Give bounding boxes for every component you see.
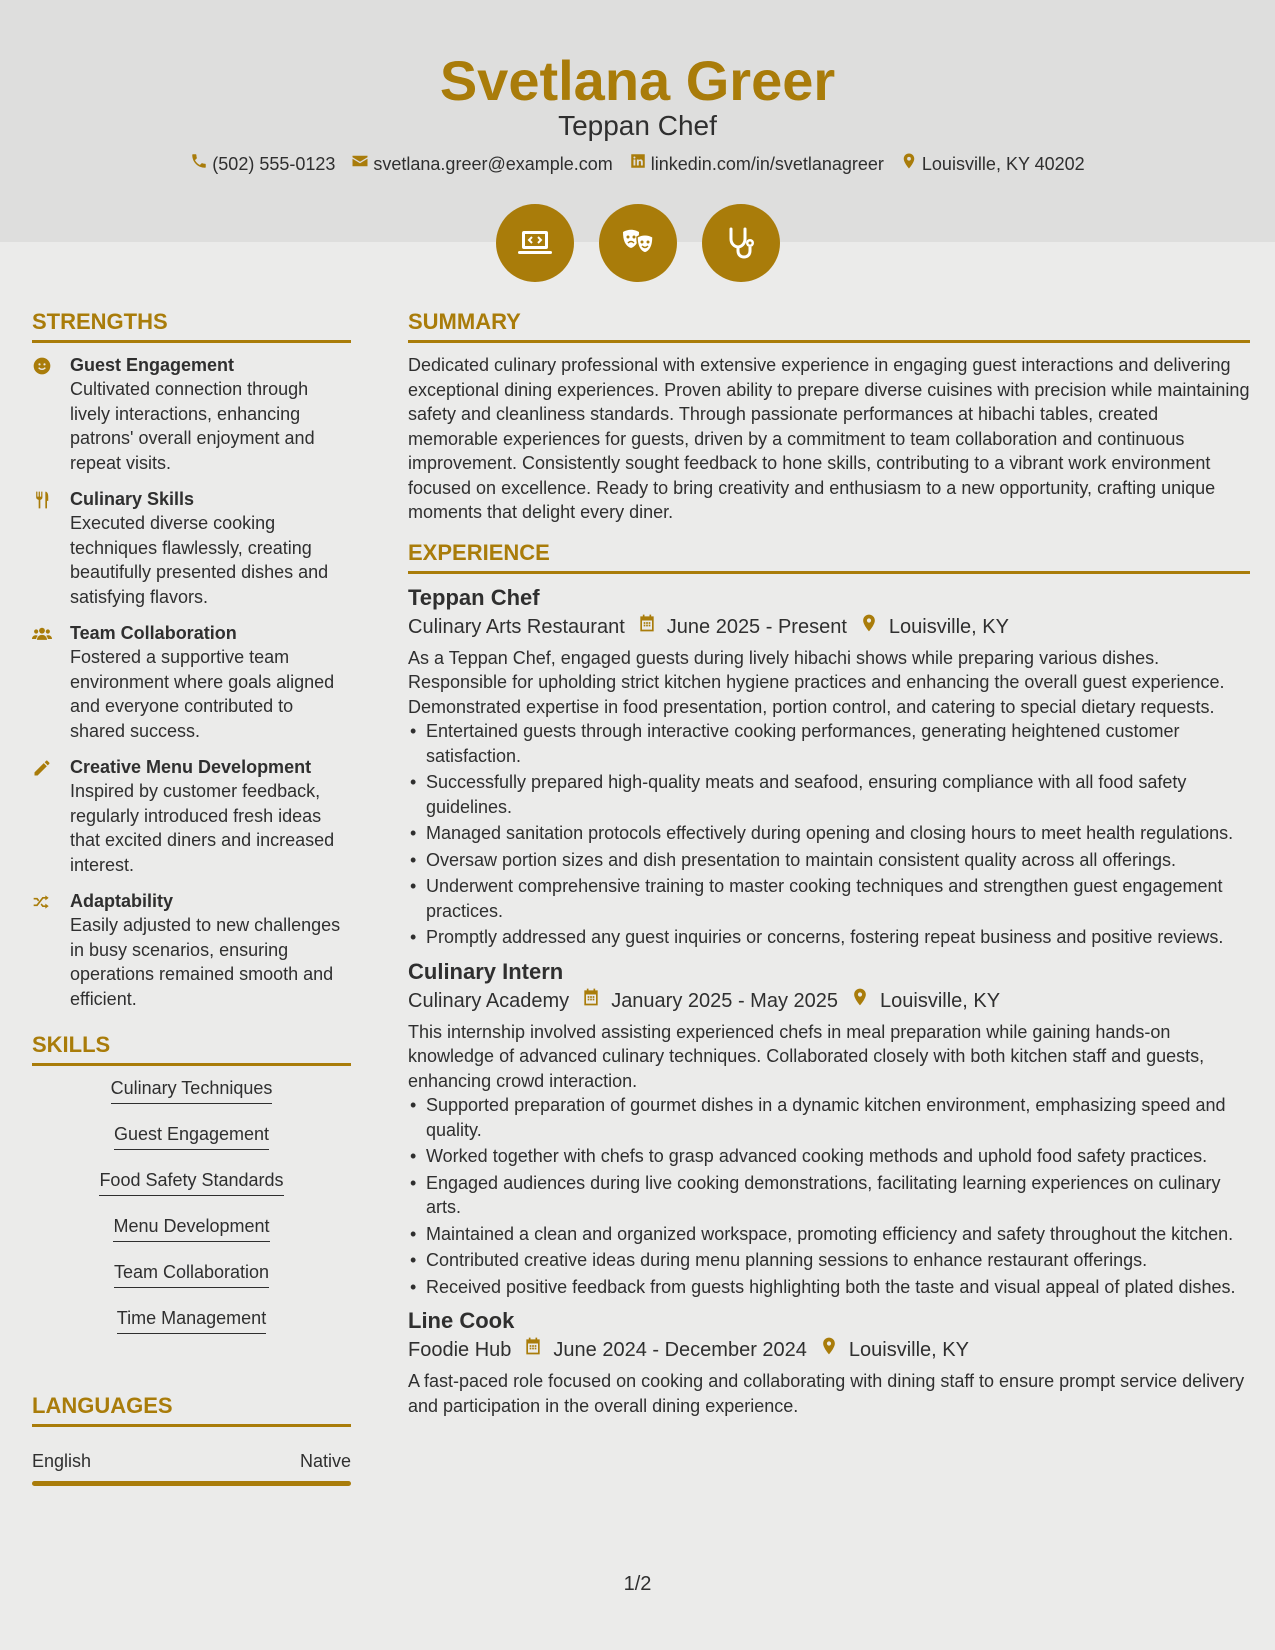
- job-entry: [408, 958, 1250, 1300]
- skills-heading: SKILLS: [32, 1031, 351, 1066]
- laptop-code-icon: [496, 204, 574, 282]
- job-meta: [408, 986, 1250, 1016]
- map-pin-icon: [900, 152, 918, 176]
- job-bullet: • Oversaw portion sizes and dish presentation to maintain consistent quality across all offerings.: [408, 848, 1250, 873]
- company-name: Culinary Arts Restaurant: [408, 615, 625, 638]
- strength-title: Culinary Skills: [70, 489, 195, 509]
- company-name: Culinary Academy: [408, 989, 570, 1012]
- job-location: Louisville, KY: [888, 615, 1009, 638]
- strength-item: [32, 755, 351, 877]
- pencil-icon: [32, 755, 70, 877]
- job-location: Louisville, KY: [848, 1339, 969, 1361]
- strength-desc: Executed diverse cooking techniques flawlessly, creating beautifully presented dishes and satisfying flavors.: [70, 513, 329, 607]
- language-level: Native: [299, 1451, 351, 1471]
- language-row: [32, 1449, 351, 1481]
- badge-row: [0, 204, 1275, 282]
- contact-phone[interactable]: [190, 152, 335, 176]
- strength-desc: Easily adjusted to new challenges in busy scenarios, ensuring operations remained smooth and efficient.: [70, 915, 341, 1009]
- language-name: English: [32, 1451, 92, 1471]
- calendar-icon: [511, 1335, 553, 1365]
- envelope-icon: [351, 152, 369, 176]
- strength-item: [32, 889, 351, 1011]
- strength-item: [32, 621, 351, 743]
- job-bullet: • Received positive feedback from guests highlighting both the taste and visual appeal of plated dishes.: [408, 1275, 1250, 1300]
- job-bullet: • Managed sanitation protocols effectively during opening and closing hours to meet health regulations.: [408, 821, 1250, 846]
- job-bullet: • Supported preparation of gourmet dishes in a dynamic kitchen environment, emphasizing speed and quality.: [408, 1093, 1250, 1142]
- job-location: Louisville, KY: [880, 989, 1001, 1012]
- skill-tag: Menu Development: [113, 1214, 269, 1242]
- job-meta: [408, 612, 1250, 642]
- skill-tag: Food Safety Standards: [99, 1168, 283, 1196]
- linkedin-text: linkedin.com/in/svetlanagreer: [650, 154, 884, 174]
- job-bullets: [408, 1093, 1250, 1299]
- strength-item: [32, 487, 351, 609]
- strength-title: Team Collaboration: [70, 623, 237, 643]
- right-column: [408, 308, 1250, 1418]
- experience-heading: EXPERIENCE: [408, 539, 1250, 574]
- job-description: This internship involved assisting experienced chefs in meal preparation while gaining hands-on knowledge of advanced culinary techniques. Collaborated closely with both kitchen staff and guests, enhancing crowd interaction.: [408, 1021, 1205, 1091]
- summary-text: Dedicated culinary professional with extensive experience in engaging guest interactions and delivering exceptional dining experiences. Proven ability to prepare diverse cuisines with precision while maintaining safety and cleanliness standards. Through passionate performances at hibachi tables, created memorable experiences for guests, driven by a commitment to team collaboration and continuous improvement. Consistently sought feedback to hone skills, contributing to a vibrant work environment focused on excellence. Ready to bring creativity and enthusiasm to a new opportunity, crafting unique moments that delight every diner.: [408, 355, 1250, 522]
- strength-desc: Inspired by customer feedback, regularly introduced fresh ideas that excited diners and increased interest.: [70, 781, 335, 875]
- job-bullet: • Underwent comprehensive training to master cooking techniques and strengthen guest engagement practices.: [408, 874, 1250, 923]
- job-dates: January 2025 - May 2025: [611, 989, 838, 1012]
- strength-title: Adaptability: [70, 891, 174, 911]
- utensils-icon: [32, 487, 70, 609]
- phone-icon: [190, 152, 208, 176]
- strength-title: Guest Engagement: [70, 355, 235, 375]
- job-dates: June 2024 - December 2024: [553, 1339, 807, 1361]
- phone-text: (502) 555-0123: [212, 154, 336, 174]
- linkedin-icon: [629, 152, 647, 176]
- strength-item: [32, 353, 351, 475]
- strengths-heading: STRENGTHS: [32, 308, 351, 343]
- job-entry: [408, 1307, 1250, 1418]
- location-text: Louisville, KY 40202: [921, 154, 1085, 174]
- languages-heading: LANGUAGES: [32, 1392, 351, 1427]
- skill-tag: Guest Engagement: [114, 1122, 269, 1150]
- strength-desc: Cultivated connection through lively interactions, enhancing patrons' overall enjoyment and repeat visits.: [70, 379, 315, 473]
- calendar-icon: [569, 986, 611, 1016]
- strength-title: Creative Menu Development: [70, 757, 312, 777]
- theater-masks-icon: [599, 204, 677, 282]
- skill-tag: Team Collaboration: [114, 1260, 269, 1288]
- email-text: svetlana.greer@example.com: [373, 154, 613, 174]
- contact-linkedin[interactable]: [629, 152, 884, 176]
- job-meta: [408, 1335, 1250, 1365]
- job-bullet: • Contributed creative ideas during menu planning sessions to enhance restaurant offerings.: [408, 1248, 1250, 1273]
- job-dates: June 2025 - Present: [666, 615, 847, 638]
- candidate-name: Svetlana Greer: [439, 49, 836, 112]
- candidate-title: Teppan Chef: [558, 110, 717, 141]
- smile-icon: [32, 353, 70, 475]
- users-icon: [32, 621, 70, 743]
- job-list: [408, 584, 1250, 1419]
- job-bullet: • Worked together with chefs to grasp advanced cooking methods and uphold food safety practices.: [408, 1144, 1250, 1169]
- contact-location: [900, 152, 1085, 176]
- job-bullets: [408, 719, 1250, 950]
- skills-list: [32, 1076, 351, 1352]
- skill-tag: Culinary Techniques: [111, 1076, 273, 1104]
- page-number: 1/2: [623, 1573, 652, 1595]
- language-proficiency-bar: [32, 1481, 351, 1486]
- left-column: [32, 308, 351, 1486]
- strength-desc: Fostered a supportive team environment where goals aligned and everyone contributed to shared success.: [70, 647, 335, 741]
- contact-bar: [0, 152, 1275, 176]
- skill-tag: Time Management: [117, 1306, 266, 1334]
- company-name: Foodie Hub: [408, 1339, 512, 1361]
- job-entry: [408, 584, 1250, 950]
- job-bullet: • Successfully prepared high-quality meats and seafood, ensuring compliance with all food safety guidelines.: [408, 770, 1250, 819]
- calendar-icon: [625, 612, 667, 642]
- map-pin-icon: [847, 612, 889, 642]
- job-title: Culinary Intern: [408, 958, 564, 984]
- job-title: Teppan Chef: [408, 584, 540, 610]
- map-pin-icon: [838, 986, 880, 1016]
- map-pin-icon: [807, 1335, 849, 1365]
- job-description: A fast-paced role focused on cooking and collaborating with dining staff to ensure prompt service delivery and participation in the overall dining experience.: [408, 1371, 1245, 1416]
- job-bullet: • Entertained guests through interactive cooking performances, generating heightened customer satisfaction.: [408, 719, 1250, 768]
- stethoscope-icon: [702, 204, 780, 282]
- contact-email[interactable]: [351, 152, 612, 176]
- job-title: Line Cook: [408, 1308, 515, 1333]
- shuffle-icon: [32, 889, 70, 1011]
- job-bullet: • Promptly addressed any guest inquiries or concerns, fostering repeat business and positive reviews.: [408, 925, 1250, 950]
- summary-heading: SUMMARY: [408, 308, 1250, 343]
- job-bullet: • Engaged audiences during live cooking demonstrations, facilitating learning experiences on culinary arts.: [408, 1171, 1250, 1220]
- job-description: As a Teppan Chef, engaged guests during lively hibachi shows while preparing various dishes. Responsible for upholding strict kitchen hygiene practices and enhancing the overall guest experience. Demonstrated expertise in food presentation, portion control, and catering to special dietary requests.: [408, 647, 1225, 717]
- job-bullet: • Maintained a clean and organized workspace, promoting efficiency and safety throughout the kitchen.: [408, 1222, 1250, 1247]
